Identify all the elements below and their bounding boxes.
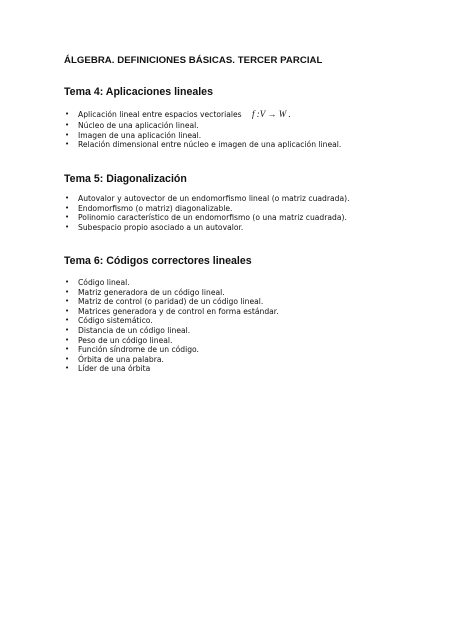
list-item-text: Subespacio propio asociado a un autovalor.: [78, 222, 244, 232]
list-item: [64, 364, 279, 374]
list-item: [64, 121, 341, 131]
bullet-dot-icon: •: [65, 335, 70, 344]
tema-6-list: [64, 278, 279, 374]
section-title-tema-4: Tema 4: Aplicaciones lineales: [64, 86, 213, 98]
list-item-text: Matriz generadora de un código lineal.: [78, 287, 225, 297]
bullet-dot-icon: •: [65, 297, 70, 306]
bullet-dot-icon: •: [65, 325, 70, 334]
formula-end: .: [286, 109, 291, 119]
list-item-text: Función síndrome de un código.: [78, 345, 199, 355]
bullet-dot-icon: •: [65, 316, 70, 325]
bullet-dot-icon: •: [65, 194, 70, 202]
list-item: [64, 223, 349, 233]
list-item: [64, 355, 279, 365]
bullet-dot-icon: •: [65, 140, 70, 149]
formula-colon: :: [254, 109, 260, 119]
list-item-text: Endomorfismo (o matriz) diagonalizable.: [78, 203, 233, 213]
formula-w: W: [278, 109, 287, 119]
bullet-dot-icon: •: [65, 130, 70, 139]
list-item-text: Imagen de una aplicación lineal.: [78, 130, 202, 140]
list-item: [64, 326, 279, 336]
bullet-dot-icon: •: [65, 354, 70, 363]
list-item: [64, 131, 341, 141]
linear-map-formula: [252, 109, 291, 119]
bullet-dot-icon: •: [65, 222, 70, 231]
list-item: [64, 213, 349, 223]
list-item-text: Autovalor y autovector de un endomorfismo lineal (o matriz cuadrada).: [78, 194, 350, 203]
list-item-text: Matriz de control (o paridad) de un código lineal.: [78, 297, 264, 307]
bullet-dot-icon: •: [65, 278, 70, 286]
bullet-dot-icon: •: [65, 110, 70, 118]
section-title-tema-5: Tema 5: Diagonalización: [64, 173, 187, 185]
formula-v: V: [259, 109, 266, 119]
formula-f: f: [252, 109, 255, 119]
list-item-text: Peso de un código lineal.: [78, 335, 173, 345]
bullet-dot-icon: •: [65, 345, 70, 354]
list-item-text: Relación dimensional entre núcleo e imagen de una aplicación lineal.: [78, 140, 342, 150]
list-item-text: Polinomio característico de un endomorfismo (o una matriz cuadrada).: [78, 213, 347, 223]
list-item-text: Código sistemático.: [78, 316, 153, 326]
bullet-dot-icon: •: [65, 364, 70, 373]
tema-5-list: [64, 194, 349, 232]
list-item-text: Matrices generadora y de control en forma estándar.: [78, 306, 279, 316]
bullet-dot-icon: •: [65, 306, 70, 315]
bullet-dot-icon: •: [65, 213, 70, 222]
list-item: [64, 316, 279, 326]
arrow-right-icon: →: [265, 109, 279, 119]
list-item-text: Aplicación lineal entre espacios vectoriales: [78, 110, 242, 119]
document-title: ÁLGEBRA. DEFINICIONES BÁSICAS. TERCER PARCIAL: [64, 55, 323, 66]
list-item: [64, 336, 279, 346]
section-title-tema-6: Tema 6: Códigos correctores lineales: [64, 255, 252, 267]
list-item-text: Líder de una órbita: [78, 364, 151, 374]
list-item: [64, 307, 279, 317]
list-item: [64, 108, 341, 121]
list-item-text: Núcleo de una aplicación lineal.: [78, 121, 199, 130]
list-item-text: Distancia de un código lineal.: [78, 325, 191, 335]
list-item: [64, 204, 349, 214]
list-item-text: Código lineal.: [78, 278, 130, 287]
list-item-text: Órbita de una palabra.: [78, 354, 164, 364]
list-item: [64, 297, 279, 307]
list-item: [64, 278, 279, 288]
bullet-dot-icon: •: [65, 121, 70, 129]
tema-4-list: [64, 108, 341, 150]
list-item: [64, 140, 341, 150]
list-item: [64, 288, 279, 298]
bullet-dot-icon: •: [65, 287, 70, 296]
list-item: [64, 194, 349, 204]
list-item: [64, 345, 279, 355]
bullet-dot-icon: •: [65, 203, 70, 212]
